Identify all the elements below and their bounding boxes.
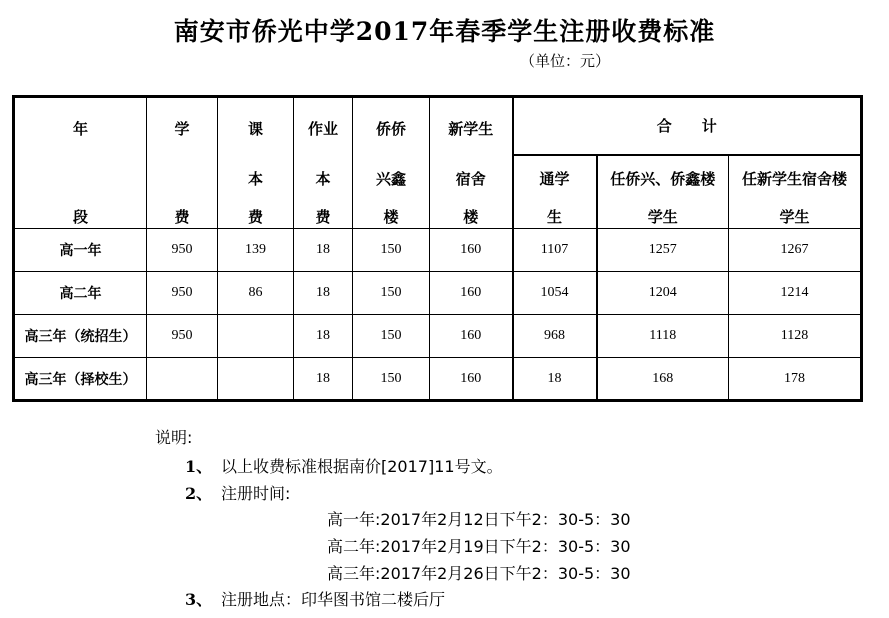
cell-tuition: 950 bbox=[147, 315, 218, 358]
cell-new-dorm-student: 1128 bbox=[729, 315, 862, 358]
note-2-text: 注册时间: bbox=[221, 484, 291, 503]
cell-new-dorm-student: 1214 bbox=[729, 272, 862, 315]
cell-tuition: 950 bbox=[147, 229, 218, 272]
note-3-number: 3、 bbox=[185, 590, 213, 609]
header-new-student-dorm: 新学生 宿舍 楼 bbox=[430, 97, 513, 229]
cell-new-dorm-student: 178 bbox=[729, 358, 862, 401]
header-qiaoxing-student: 任侨兴、侨鑫楼 学生 bbox=[597, 155, 729, 229]
table-row bbox=[14, 358, 862, 401]
cell-workbook: 18 bbox=[294, 229, 353, 272]
cell-qiaoqiao-dorm: 150 bbox=[353, 315, 430, 358]
cell-workbook: 18 bbox=[294, 358, 353, 401]
header-total: 合 计 bbox=[513, 97, 862, 155]
notes-heading: 说明: bbox=[155, 428, 193, 447]
cell-day-student: 18 bbox=[513, 358, 597, 401]
fee-table bbox=[12, 95, 863, 402]
schedule-grade-2: 高二年:2017年2月19日下午2：30-5：30 bbox=[327, 537, 631, 556]
cell-textbook bbox=[218, 358, 294, 401]
header-grade: 年 段 bbox=[14, 97, 147, 229]
cell-grade: 高三年（择校生） bbox=[14, 358, 147, 401]
cell-workbook: 18 bbox=[294, 272, 353, 315]
cell-day-student: 1054 bbox=[513, 272, 597, 315]
cell-new-student-dorm: 160 bbox=[430, 272, 513, 315]
cell-tuition: 950 bbox=[147, 272, 218, 315]
cell-new-student-dorm: 160 bbox=[430, 229, 513, 272]
cell-qiaoxing-student: 1118 bbox=[597, 315, 729, 358]
table-row bbox=[14, 315, 862, 358]
header-textbook: 课 本 费 bbox=[218, 97, 294, 229]
cell-qiaoqiao-dorm: 150 bbox=[353, 272, 430, 315]
cell-new-student-dorm: 160 bbox=[430, 315, 513, 358]
note-1-text: 以上收费标准根据南价[2017]11号文。 bbox=[221, 457, 503, 476]
cell-textbook bbox=[218, 315, 294, 358]
document-title: 南安市侨光中学2017年春季学生注册收费标准 bbox=[173, 17, 716, 46]
note-1-number: 1、 bbox=[185, 457, 213, 476]
cell-new-dorm-student: 1267 bbox=[729, 229, 862, 272]
cell-day-student: 968 bbox=[513, 315, 597, 358]
cell-grade: 高二年 bbox=[14, 272, 147, 315]
cell-workbook: 18 bbox=[294, 315, 353, 358]
cell-textbook: 86 bbox=[218, 272, 294, 315]
schedule-grade-1: 高一年:2017年2月12日下午2：30-5：30 bbox=[327, 510, 631, 529]
header-qiaoqiao-dorm: 侨侨 兴鑫 楼 bbox=[353, 97, 430, 229]
cell-grade: 高三年（统招生） bbox=[14, 315, 147, 358]
cell-qiaoxing-student: 168 bbox=[597, 358, 729, 401]
unit-label: （单位：元） bbox=[520, 52, 611, 70]
cell-qiaoxing-student: 1204 bbox=[597, 272, 729, 315]
header-workbook: 作业 本 费 bbox=[294, 97, 353, 229]
cell-day-student: 1107 bbox=[513, 229, 597, 272]
schedule-grade-3: 高三年:2017年2月26日下午2：30-5：30 bbox=[327, 564, 631, 583]
cell-grade: 高一年 bbox=[14, 229, 147, 272]
cell-qiaoxing-student: 1257 bbox=[597, 229, 729, 272]
table-row bbox=[14, 229, 862, 272]
cell-textbook: 139 bbox=[218, 229, 294, 272]
note-3-text: 注册地点：印华图书馆二楼后厅 bbox=[221, 590, 446, 609]
header-new-dorm-student: 任新学生宿舍楼 学生 bbox=[729, 155, 862, 229]
header-day-student: 通学 生 bbox=[513, 155, 597, 229]
note-2-number: 2、 bbox=[185, 484, 213, 503]
cell-tuition bbox=[147, 358, 218, 401]
cell-qiaoqiao-dorm: 150 bbox=[353, 229, 430, 272]
cell-qiaoqiao-dorm: 150 bbox=[353, 358, 430, 401]
header-tuition: 学 费 bbox=[147, 97, 218, 229]
cell-new-student-dorm: 160 bbox=[430, 358, 513, 401]
table-row bbox=[14, 272, 862, 315]
